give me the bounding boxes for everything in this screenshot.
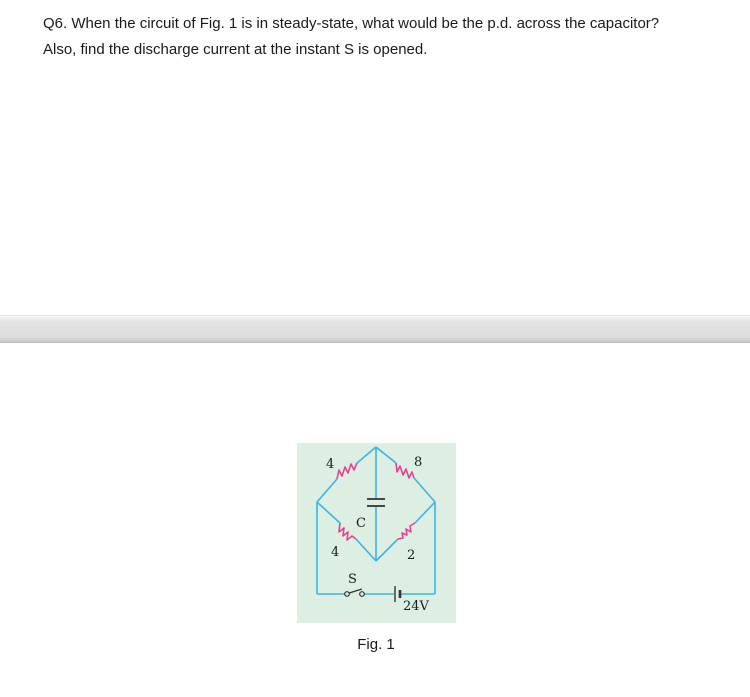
resistor-top-left	[337, 463, 357, 479]
page-divider	[0, 315, 750, 343]
capacitor-symbol	[367, 499, 385, 506]
question-line-2: Also, find the discharge current at the instant S is opened.	[43, 41, 428, 58]
label-capacitor: C	[356, 516, 366, 531]
figure-caption: Fig. 1	[357, 636, 395, 653]
label-battery: 24V	[403, 599, 429, 614]
resistor-bottom-left	[339, 523, 356, 540]
label-switch: S	[348, 572, 357, 587]
resistor-bottom-right	[398, 523, 415, 539]
circuit-diagram	[297, 443, 456, 623]
label-r-bottom-right: 2	[407, 548, 416, 563]
resistor-top-right	[396, 463, 414, 478]
label-r-bottom-left: 4	[331, 545, 340, 560]
question-line-1: Q6. When the circuit of Fig. 1 is in steady-state, what would be the p.d. across the capacitor?	[43, 15, 660, 32]
circuit-figure	[297, 443, 456, 623]
label-r-top-right: 8	[414, 455, 423, 470]
label-r-top-left: 4	[326, 457, 335, 472]
switch-symbol	[345, 589, 365, 596]
battery-symbol	[395, 586, 400, 602]
question-text	[43, 11, 723, 63]
